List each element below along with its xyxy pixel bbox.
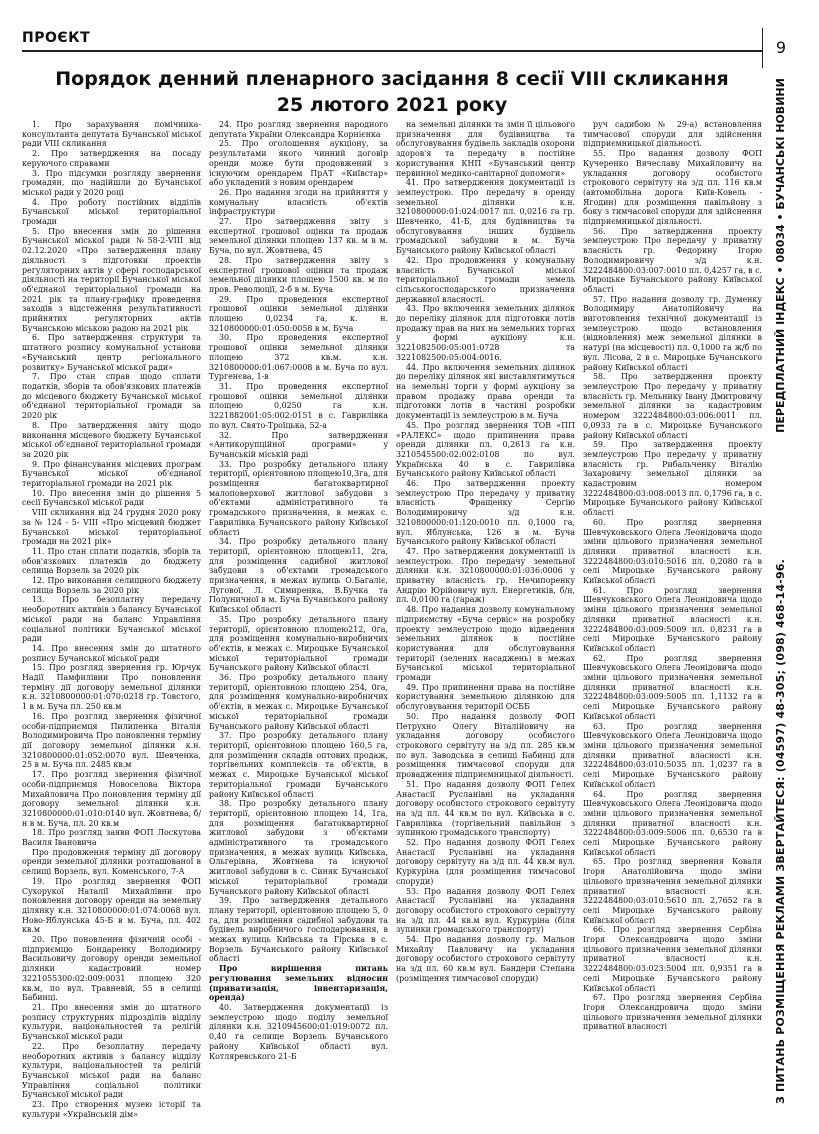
agenda-item: 44. Про включення земельних ділянок до переліку ділянок які виставлятимуться на земельні торги у формі аукціону за правом продажу права оренди та підготовки лотів в частині розробки документації із землеустрою в м. Буча (396, 362, 575, 421)
agenda-item: 54. Про надання дозволу гр. Мальон Михайлу Павловичу на укладання договору особистого строкового сервітуту на з/д пл. 60 кв.м вул. Бандери Степана (розміщення тимчасової споруди) (396, 935, 575, 983)
agenda-item: 22. Про безоплатну передачу необоротних активів з балансу відділу культури, національностей та релігій Бучанської міської ради на баланс Управління соціальної політики Бучанської міської ради (22, 1041, 201, 1100)
agenda-item: 17. Про розгляд звернення фізичної особи-підприємця Новоселова Віктора Михайловича Про поновлення терміну дії договору земельної ділянки к.н. 3210800000:01:010:0140 вул. Жовтнева, б/н в м. Буча, пл. 20 кв.м (22, 770, 201, 828)
agenda-item: 35. Про розробку детального плану території, орієнтовною площею212, 0га, для розміщення комунально-виробничих об'єктів, в межах с. Мироцьке Бучанської міської територіальної громади Бучанського району Київської області (209, 614, 388, 673)
agenda-item: 5. Про внесення змін до рішення Бучанської міської ради №58-2-VIII від 02.12.2020 «Про затвердження плану діяльності з підготовки проектів регуляторних актів у сфері господарської діяльності на території Бучанської міської об'єднаної територіальної громади на 2021 рік та плану-графіку проведення заходів з відстеження результативності прийнятих регуляторних актів Бучанською міською радою на 2021 рік (22, 226, 201, 333)
agenda-item: 50. Про надання дозволу ФОП Петрухно Олегу Віталійовичу на укладання договору особистого строкового сервітуту на з/д пл. 285 кв.м по вул. Заводська в селищі Бабинці для розміщення тимчасової споруди для провадження підприємницької діяльності. (396, 711, 575, 780)
advertising-contact-strip (762, 528, 799, 1134)
page-title (22, 66, 762, 118)
agenda-item: 4. Про роботу постійних відділів Бучанської міської територіальної громади (22, 197, 201, 227)
agenda-item: 39. Про затвердження детального плану території, орієнтовною площею 5, 0 га, для розміщення садибної забудови та будівель виробничого господарювання, в межах вулиць Київська та Гірська в с. Ворзель Бучанського району Київської області (209, 896, 388, 964)
agenda-item: 41. Про затвердження документації із землеустрою. Про передачу в оренду земельної ділянки к.н. 3210800000:01:024:0017 пл. 0,0216 га гр. Шевченко, 41-Б, для будівництва та обслуговування інших будівель громадської забудови в м. Буча Бучанського району Київської області (396, 178, 575, 256)
agenda-item: 26. Про надання згоди на прийняття у комунальну власність об'єктів інфраструктури (209, 187, 388, 217)
agenda-item: 19. Про розгляд звернення ФОП Сухорукої Наталії Михайлівни про поновлення договору оренди на земельну ділянку к.н. 3210800000:01:074:0068 вул. Ново-Яблунська 45-Б в м. Буча, пл. 402 кв.м (22, 876, 201, 935)
agenda-item: 36. Про розробку детального плану території, орієнтовною площею 254, 0га, для розміщення комунально-виробничих об'єктів, в межах с. Мироцьке Бучанської міської територіальної громади Бучанського району Київської області (209, 673, 388, 731)
page-header (22, 28, 762, 52)
text-column-1 (22, 120, 201, 1122)
agenda-item: 43. Про включення земельних ділянок до переліку ділянок для підготовки лотів продажу прав на них на земельних торгах у формі аукціону к.н. 3221082500:05:001:0728 та 3221082500:05:004:0016. (396, 304, 575, 362)
agenda-item: 32. Про затвердження «Антикорупційної програми» у Бучанській міській раді (209, 430, 388, 459)
agenda-item: 61. Про розгляд звернення Шевчуковського Олега Леонідовича щодо зміни цільового призначення земельної ділянки приватної власності к.н. 3222484800:03:009:5009 пл. 0,8231 га в селі Мироцьке Бучанського району Київської області (583, 585, 762, 653)
agenda-item: 33. Про розробку детального плану території, орієнтовною площею10,3га, для розміщення багатоквартирної малоповерхової житлової забудови з об'єктами адміністративного та громадського призначення, в межах с. Гаврилівка Бучанського району Київської області (209, 459, 388, 537)
sidebar (762, 28, 799, 1134)
agenda-item: 7. Про стан справ щодо сплати податків, зборів та обов'язкових платежів до місцевого бюджету Бучанської міської об'єднаної територіальної громади за 2020 рік (22, 372, 201, 421)
agenda-item: 29. Про проведення експертної грошової оцінки земельної ділянки площею 0,0234 га, к. н. 3210800000:01:050:0058 в м. Буча (209, 294, 388, 333)
title-line-2: 25 лютого 2021 року (276, 94, 508, 116)
agenda-item: 45. Про розгляд звернення ТОВ «ПП «РАЛЕКС» щодо припинення права оренди ділянки пл. 0,2613 га к.н. 3210545500:02:002:0108 по вул. Українська 40 в с. Гаврилівка Бучанського району Київської області (396, 420, 575, 479)
agenda-item: 9. Про фінансування місцевих програм Бучанської міської об'єднаної територіальної громади на 2021 рік (22, 459, 201, 489)
agenda-item: 63. Про розгляд звернення Шевчуковського Олега Леонідовича щодо зміни цільового призначення земельної ділянки приватної власності к.н. 3222484800:03:010:5035 пл. 1,0237 га в селі Мироцьке Бучанського району Київської області (583, 721, 762, 789)
agenda-item: 21. Про внесення змін до штатного розпису структурних підрозділів відділу культури, національностей та релігій Бучанської міської ради (22, 1002, 201, 1042)
page-number: 9 (762, 28, 799, 68)
agenda-item: 49. Про припинення права на постійне користування земельною ділянкою для обслуговування території ОСББ (396, 682, 575, 712)
agenda-item: 34. Про розробку детального плану території, орієнтовною площею11, 2га, для розміщення садибної житлової забудови з об'єктами громадського призначення, в межах вулиць О.Багаліє, Лугової, Л. Симиренка, В.Бучка та Полуничної в м. Буча Бучанського району Київської області (209, 537, 388, 615)
agenda-section-heading: Про вирішення питань регулювання земельних відносин (приватизація, інвентаризація, оренда) (209, 964, 388, 1003)
agenda-item: 16. Про розгляд звернення фізичної особи-підприємця Пилипенка Віталія Володимировича Про поновлення терміну дії договору земельної ділянки к.н. 3210800000:01:052:0070 вул. Шевченка, 25 в м. Буча пл. 2485 кв.м (22, 711, 201, 770)
agenda-item: 28. Про затвердження звіту з експертної грошової оцінки та продаж земельної ділянки площею 1500 кв. м по пров. Революції, 2-б в м. Буча (209, 255, 388, 294)
agenda-item: 31. Про проведення експертної грошової оцінки земельної ділянки площею 0,0250 га к.н. 3221882001:05:002:0151 в с. Гаврилівка по вул. Свято-Троїцька, 52-а (209, 381, 388, 430)
agenda-item: 55. Про надання дозволу ФОП Кучеренко Вячеславу Михайловичу на укладання договору особистого строкового сервітуту на з/д пл. 116 кв.м (автомобільна дорога Київ-Ковель - Ягодин) для розміщення павільйону з боку з тимчасової споруди для здійснення підприємницької діяльності. (583, 149, 762, 227)
agenda-item: 37. Про розробку детального плану території, орієнтовною площею 160,5 га, для розміщення складів оптових продаж, торгівельних комплексів та об'єктів, в межах с. Мироцьке Бучанської міської територіальної громади Бучанського району Київської області (209, 731, 388, 799)
subscription-masthead (762, 70, 799, 440)
agenda-item: 40. Затвердження документації із землеустрою щодо поділу земельної ділянки к.н. 3210945600:01:019:0072 пл. 0,40 га селище Ворзель Бучанського району Київської області вул. Котляревського 21-Б (209, 1002, 388, 1061)
agenda-item: Про продовження терміну дії договору оренди земельної ділянки розташованої в селищі Ворзель, вул. Коменського, 7-А (22, 847, 201, 877)
agenda-item: 18. Про розгляд заяви ФОП Лоскутова Василя Івановича (22, 828, 201, 848)
agenda-item: 15. Про розгляд звернення гр. Юрчук Надії Памфилівни Про поновлення терміну дії договору земельної ділянки к.н. 3210800000:01:070:0218 гр. Товстого, 1 в м. Буча пл. 250 кв.м (22, 663, 201, 712)
agenda-item: 8. Про затвердження звіту щодо виконання місцевого бюджету Бучанської міської об'єднаної територіальної громади за 2020 рік (22, 420, 201, 459)
agenda-item: 23. Про створення музею історії та культури «Українській дім» (22, 1100, 201, 1119)
masthead-text: ПЕРЕДПЛАТНИЙ ІНДЕКС • 08034 • БУЧАНСЬКІ НОВИНИ (774, 77, 788, 433)
agenda-item: 1. Про зарахування помічника-консультанта депутата Бучанської міської ради VIII скликання (22, 120, 201, 149)
agenda-item: 65. Про розгляд звернення Коваля Ігоря Анатолійовича щодо зміни цільового призначення земельної ділянки приватної власності к.н. 3222484800:03:010:5610 пл. 2,7652 га в селі Мироцьке Бучанського району Київської області (583, 857, 762, 925)
agenda-item: 53. Про надання дозволу ФОП Гелех Анастасії Русланівні на укладання договору особистого строкового сервітуту на з/д пл. 44 кв.м вул. Куркуріна (біля зупинки громадського транспорту) (396, 886, 575, 935)
agenda-item: 38. Про розробку детального плану території, орієнтовною площею 14, 1га, для розміщення багатоквартирної житлової забудови з об'єктами адміністративного та громадського призначення, в межах вулиць Київська, Ольгерівна, Жовтнева та існуючої житлової забудови в с. Синяк Бучанської міської територіальної громади Бучанського району Київської області (209, 799, 388, 896)
agenda-item: 24. Про розгляд звернення народного депутата України Олександра Корнієнка (209, 120, 388, 139)
agenda-item: 3. Про підсумки розгляду звернення громадян, що надійшли до Бучанської міської ради у 2020 році (22, 168, 201, 197)
agenda-item: 6. Про затвердження структури та штатного розпису комунальної установи «Бучанський центр регіонального розвитку» Бучанської міської ради» (22, 333, 201, 372)
agenda-columns (22, 120, 762, 1122)
agenda-item: 30. Про проведення експертної грошової оцінки земельної ділянки площею 372 кв.м. к.н. 3210800000:01:067:0008 в м. Буча по вул. Тургенєва, 1-в (209, 333, 388, 382)
agenda-item: 46. Про затвердження проекту землеустрою Про передачу у приватну власність Фращенку Сергію Володимировичу з/д к.н. 3210800000:01:120:0010 пл. 0,1000 га, вул. Яблунська, 126 в м. Буча Бучанського району Київської області (396, 479, 575, 547)
agenda-item: 56. Про затвердження проекту землеустрою Про передачу у приватну власність гр. Федорину Ігорю Володимировичу з/д к.н. 3222484800:03:007:0010 пл. 0,4257 га, в с. Мироцьке Бучанського району Київської області (583, 226, 762, 294)
agenda-item: 48. Про надання дозволу комунальному підприємству «Буча сервіс» на розробку проекту землеустрою щодо відведення земельних ділянок в постійне користування для обслуговування території (зелених насаджень) в межах Бучанської міської територіальної громади (396, 605, 575, 683)
agenda-item: 25. Про оголошення аукціону, за результатами якого чинний договір оренди може бути продовжений з існуючим орендарем ПрАТ «Київстар» або укладений з новим орендарем (209, 139, 388, 188)
agenda-item: 13. Про безоплатну передачу необоротних активів з балансу Бучанської міської ради на баланс Управління соціальної політики Бучанської міської ради (22, 595, 201, 644)
agenda-item: 57. Про надання дозволу гр. Думенку Володимиру Анатолійовичу на виготовлення технічної документації із землеустрою щодо встановлення (відновлення) меж земельної ділянки в натурі (на місцевості) пл. 0,1000 га ж/б по вул. Лісова, 2 в с. Мироцьке Бучанського району Київської області (583, 294, 762, 372)
agenda-item: 10. Про внесення змін до рішення 5 сесії Бучанської міської ради (22, 488, 201, 508)
agenda-item: 12. Про виконання селищного бюджету селища Ворзель за 2020 рік (22, 576, 201, 595)
agenda-item: VIII скликання від 24 грудня 2020 року за № 124 - 5- VIII «Про місцевий бюджет Бучанської міської територіальної громади на 2021 рік» (22, 508, 201, 547)
agenda-item: 67. Про розгляд звернення Сербіна Ігоря Олександровича щодо зміни цільового призначення земельної ділянки приватної власності (583, 993, 762, 1032)
agenda-item: 58. Про затвердження проекту землеустрою Про передачу у приватну власність гр. Мельнику Івану Дмитровичу земельної ділянки за кадастровим номером 3222484800:03:006:0011 пл. 0,0933 га в с. Мироцьке Бучанського району Київської області (583, 372, 762, 440)
agenda-item: 20. Про поновлення фізичній особі - підприємцю Бондаренку Володимиру Васильовичу договору оренди земельної ділянки кадастровий номер 3221055300:02:009:0031 площею 320 кв.м, по вул. Травневій, 55 в селищі Бабинці. (22, 935, 201, 1003)
agenda-item: 14. Про внесення змін до штатного розпису Бучанської міської ради (22, 643, 201, 663)
text-column-2 (209, 120, 388, 1122)
text-column-3 (396, 120, 575, 1122)
agenda-item: на земельні ділянки та змін її цільового призначення для будівництва та обслуговування будівель закладів охорони здоров'я та передачу в постійне користування КНП «Бучанський центр первинної медико-санітарної допомоги» (396, 120, 575, 178)
agenda-item: 42. Про продовження у комунальну власність Бучанської міської територіальної громади земель сільськогосподарського призначення державної власності. (396, 255, 575, 304)
title-line-1: Порядок денний пленарного засідання 8 сесії VIII скликання (55, 68, 729, 90)
agenda-item: 47. Про затвердження документації із землеустрою. Про передачу земельної ділянки к.н. 3210800000:01:036:0006 у приватну власність гр. Нечипоренку Андрію Юрійовичу вул. Енергетиків, б/н, пл. 0,0100 га (гараж) (396, 546, 575, 605)
contact-text: З ПИТАНЬ РОЗМІЩЕННЯ РЕКЛАМИ ЗВЕРТАЙТЕСЯ: (04597) 48-305; (098) 468-14-96. (774, 558, 788, 1104)
agenda-item: 62. Про розгляд звернення Шевчуковського Олега Леонідовича щодо зміни цільового призначення земельної ділянки приватної власності к.н. 3222484800:03:009:5005 пл. 1,1132 га в селі Мироцьке Бучанського району Київської області (583, 653, 762, 721)
agenda-item: 2. Про затвердження на посаду керуючого справами (22, 149, 201, 168)
agenda-item: 64. Про розгляд звернення Шевчуковського Олега Леонідовича щодо зміни цільового призначення земельної ділянки приватної власності к.н. 3222484800:03:009:5006 пл. 0,6530 га в селі Мироцьке Бучанського району Київської області (583, 789, 762, 857)
agenda-item: 60. Про розгляд звернення Шевчуковського Олега Леонідовича щодо зміни цільового призначення земельної ділянки приватної власності к.н. 3222484800:03:010:5016 пл. 0,2080 га в селі Мироцьке Бучанського району Київської області (583, 517, 762, 586)
agenda-item: руч садибою № 29-а) встановлення тимчасової споруди для здійснення підприємницької діяльності. (583, 120, 762, 149)
section-label: ПРОЄКТ (22, 30, 91, 46)
agenda-item: 66. Про розгляд звернення Сербіна Ігоря Олександровича щодо зміни цільового призначення земельної ділянки приватної власності к.н. 3222484800:03:023:5004 пл. 0,9351 га в селі Мироцьке Бучанського району Київської області (583, 925, 762, 993)
agenda-item: 11. Про стан сплати податків, зборів та обов'язкових платежів до бюджету селища Ворзель за 2020 рік (22, 546, 201, 576)
agenda-item: 51. Про надання дозволу ФОП Гелех Анастасії Русланівні на укладання договору особистого строкового сервітуту на з/д пл. 44 кв.м по вул. Київська в с. Гаврилівка (торгівельний павільйон з зупинкою громадського транспорту) (396, 779, 575, 838)
agenda-item: 59. Про затвердження проекту землеустрою Про передачу у приватну власність гр. Рибальченку Віталію Захаровичу земельної ділянки за кадастровим номером 3222484800:03:008:0013 пл. 0,1796 га, в с. Мироцьке Бучанського району Київської області (583, 440, 762, 518)
agenda-item: 52. Про надання дозволу ФОП Гелех Анастасії Русланівні на укладання договору сервітуту на з/д пл. 44 кв.м вул. Куркуріна (для розміщення тимчасової споруди) (396, 838, 575, 886)
text-column-4 (583, 120, 762, 1122)
agenda-item: 27. Про затвердження звіту з експертної грошової оцінки та продаж земельної ділянки площею 137 кв. м в м. Буча, по вул. Жовтнева, 45 (209, 217, 388, 256)
